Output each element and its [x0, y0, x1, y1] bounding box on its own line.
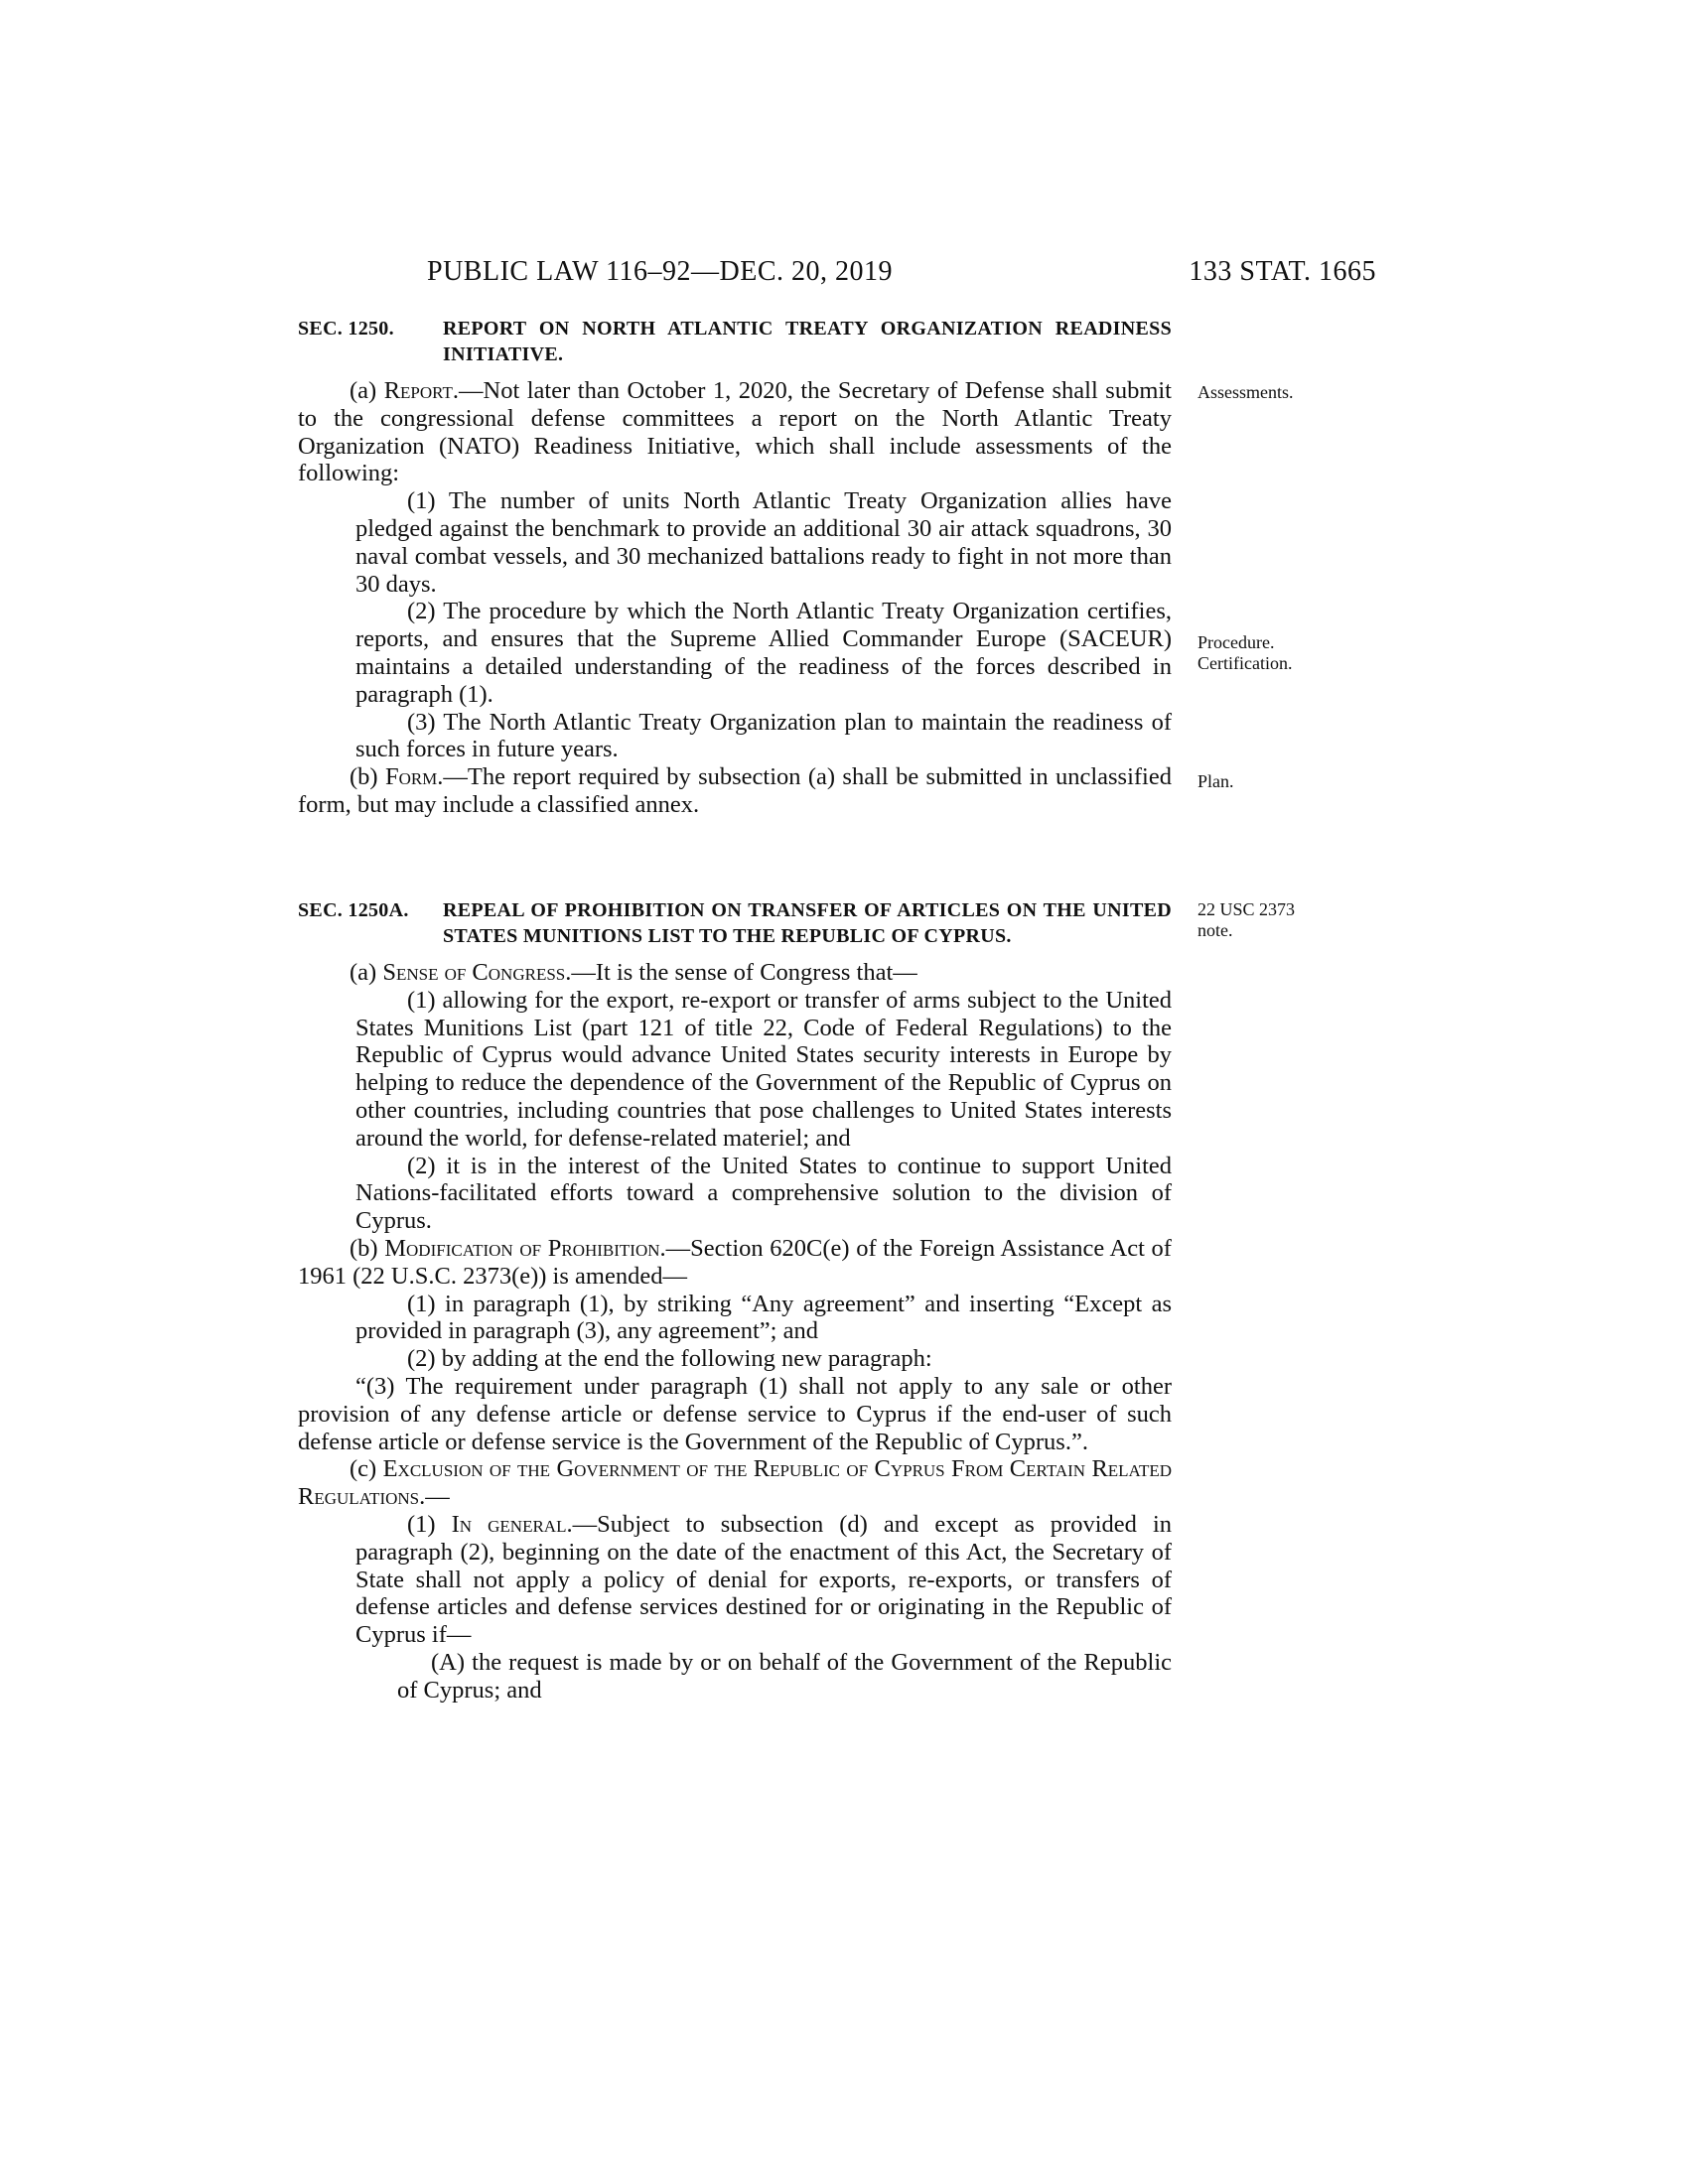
- section-1250a: [298, 897, 1172, 1705]
- subsection-text: .—The report required by subsection (a) shall be submitted in unclassified form, but may include a classified annex.: [298, 763, 1172, 818]
- subsection-heading: Modification of Prohibition: [384, 1234, 660, 1262]
- quoted-paragraph: “(3) The requirement under paragraph (1) shall not apply to any sale or other provision of any defense article or defense service to Cyprus if the end-user of such defense article or defense service is the Government of the Republic of Cyprus.”.: [298, 1372, 1172, 1455]
- subsection-text: .—It is the sense of Congress that—: [565, 959, 917, 986]
- subparagraph-A: (A) the request is made by or on behalf of the Government of the Republic of Cyprus; and: [397, 1648, 1172, 1704]
- subsection-a: [298, 959, 1172, 987]
- subsection-text: .—Section 620C(e) of the Foreign Assistance Act of 1961 (22 U.S.C. 2373(e)) is amended—: [298, 1234, 1172, 1290]
- running-head-title: PUBLIC LAW 116–92—DEC. 20, 2019: [427, 256, 894, 287]
- subsection-a: [298, 377, 1172, 487]
- paragraph-1: (1) The number of units North Atlantic Treaty Organization allies have pledged against the benchmark to provide an additional 30 air attack squadrons, 30 naval combat vessels, and 30 mechanized battalions ready to fight in not more than 30 days.: [355, 487, 1172, 598]
- section-number: SEC. 1250.: [298, 318, 394, 340]
- subsection-b: [298, 1235, 1172, 1291]
- subsection-heading: Report: [383, 377, 453, 404]
- running-head: [298, 256, 1376, 296]
- section-heading: [298, 897, 1172, 949]
- section-title: REPORT ON NORTH ATLANTIC TREATY ORGANIZATION READINESS INITIATIVE.: [443, 318, 1172, 365]
- paragraph-b1: (1) in paragraph (1), by striking “Any agreement” and inserting “Except as provided in paragraph (3), any agreement”; and: [355, 1290, 1172, 1345]
- paragraph-c1: [298, 1511, 1172, 1649]
- statute-page-number: 133 STAT. 1665: [1189, 256, 1376, 287]
- section-heading: [298, 316, 1172, 367]
- subsection-b: [298, 763, 1172, 819]
- subsection-label: (b): [350, 1234, 385, 1262]
- paragraph-a2: (2) it is in the interest of the United States to continue to support United Nations-facilitated efforts toward a comprehensive solution to the division of Cyprus.: [355, 1152, 1172, 1235]
- subsection-label: (a): [350, 377, 384, 404]
- paragraph-a1: (1) allowing for the export, re-export or transfer of arms subject to the United States Munitions List (part 121 of title 22, Code of Federal Regulations) to the Republic of Cyprus would advance United States security interests in Europe by helping to reduce the dependence of the Government of the Republic of Cyprus on other countries, including countries that pose challenges to United States interests around the world, for defense-related materiel; and: [355, 986, 1172, 1152]
- subsection-heading: Sense of Congress: [382, 959, 566, 986]
- margin-note-procedure: Procedure.: [1197, 632, 1275, 652]
- paragraph-label: (1): [407, 1510, 452, 1538]
- paragraph-3: (3) The North Atlantic Treaty Organization plan to maintain the readiness of such forces in future years.: [355, 708, 1172, 763]
- section-number: SEC. 1250A.: [298, 899, 409, 921]
- margin-note-plan: Plan.: [1197, 771, 1234, 791]
- subsection-heading: Exclusion of the Government of the Republic of Cyprus From Certain Related Regulations: [298, 1455, 1172, 1511]
- section-title: REPEAL OF PROHIBITION ON TRANSFER OF ARTICLES ON THE UNITED STATES MUNITIONS LIST TO THE REPUBLIC OF CYPRUS.: [443, 899, 1172, 947]
- margin-note-assessments: Assessments.: [1197, 382, 1294, 402]
- margin-note-certification: Certification.: [1197, 653, 1293, 673]
- subsection-text: .—: [419, 1483, 450, 1511]
- subsection-heading: Form: [384, 763, 438, 791]
- subsection-label: (a): [350, 959, 383, 986]
- subsection-label: (c): [350, 1455, 383, 1483]
- margin-note-usc: 22 USC 2373: [1197, 899, 1296, 919]
- paragraph-heading: In general: [451, 1510, 567, 1538]
- paragraph-b2: (2) by adding at the end the following new paragraph:: [407, 1345, 932, 1373]
- section-1250: [298, 316, 1172, 819]
- paragraph-2: (2) The procedure by which the North Atlantic Treaty Organization certifies, reports, and ensures that the Supreme Allied Commander Europe (SACEUR) maintains a detailed understanding of the readiness of the forces described in paragraph (1).: [355, 598, 1172, 708]
- margin-note-note: note.: [1197, 920, 1233, 940]
- subsection-c: [298, 1455, 1172, 1511]
- subsection-label: (b): [350, 763, 385, 791]
- subsection-text: .—Not later than October 1, 2020, the Secretary of Defense shall submit to the congressional defense committees a report on the North Atlantic Treaty Organization (NATO) Readiness Initiative, which shall include assessments of the following:: [298, 377, 1172, 487]
- paragraph-text: .—Subject to subsection (d) and except as provided in paragraph (2), beginning on the date of the enactment of this Act, the Secretary of State shall not apply a policy of denial for exports, re-exports, or transfers of defense articles and defense services destined for or originating in the Republic of Cyprus if—: [355, 1510, 1172, 1649]
